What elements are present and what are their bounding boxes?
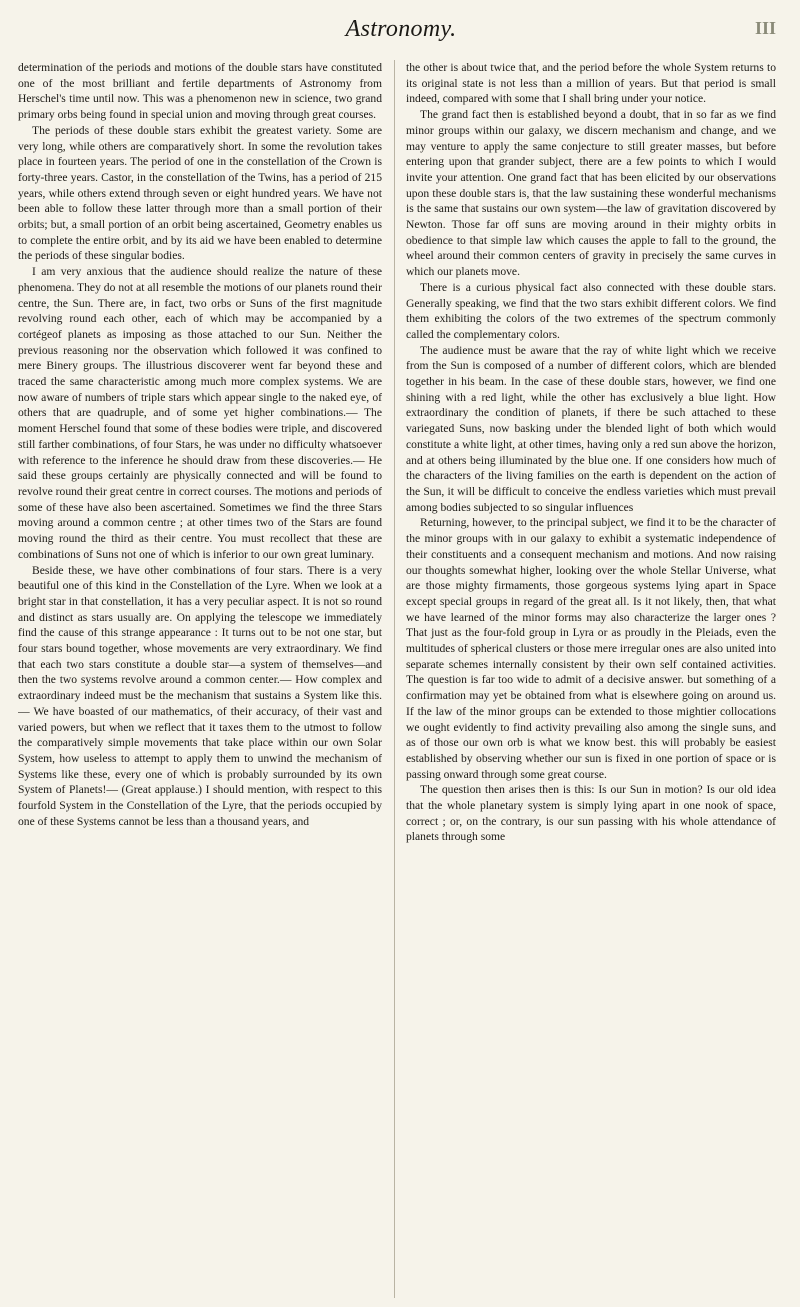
paragraph: I am very anxious that the audience should realize the nature of these phenomena. They do not at all resemble the motions of our planets round their centre, the Sun. There are, in fact, two orbs or Suns of the first magnitude revolving round each other, each of which may be accompanied by a cortégeof planets as imposing as those attached to our Sun. Neither the previous reasoning nor the observation which followed it was confined to mere Binery groups. The illustrious discoverer went far beyond these and traced the same characteristic among much more complex systems. We are now aware of numbers of triple stars which appear single to the naked eye, of others that are quadruple, and of some yet higher combinations.— The moment Herschel found that some of these bodies were triple, and discovered still farther combinations, of four Stars, he was under no difficulty whatsoever with reference to the inference he should draw from these discoveries.— He said these groups certainly are physically connected and will be found to revolve round their great centre in correct courses. The motions and periods of some of these have also been ascertained. Sometimes we find the three Stars moving around a common centre ; at other times two of the Stars are found moving round the third as their centre. You must recollect that these are combinations of Suns not one of which is inferior to our own great luminary. <box>18 265 382 561</box>
left-column <box>18 60 382 1298</box>
paragraph: There is a curious physical fact also connected with these double stars. Generally speaking, we find that the two stars exhibit different colors. We find them exhibiting the colors of the two extremes of the spectrum commonly called the complementary colors. <box>406 280 776 341</box>
paragraph: The grand fact then is established beyond a doubt, that in so far as we find minor groups within our galaxy, we discern mechanism and change, and we may venture to apply the same conjecture to still greater masses, but before entering upon that grander subject, there are a few points to which I would invite your attention. One grand fact that has been elicited by our observations upon these double stars is, that the law sustaining these wonderful mechanisms is the same that sustains our own system—the law of gravitation discovered by Newton. Those far off suns are moving around in their mighty orbits in obedience to that simple law which causes the apple to fall to the ground, the wheel around their common centers of gravity in precisely the same curves in which our planets move. <box>406 108 776 279</box>
running-head: Astronomy. <box>345 16 457 42</box>
paragraph: the other is about twice that, and the period before the whole System returns to its original state is not less than a million of years. But that period is small indeed, compared with some that I shall bring under your notice. <box>406 61 776 106</box>
paragraph: Returning, however, to the principal subject, we find it to be the character of the minor groups with in our galaxy to exhibit a systematic independence of their constituents and a consequent mechanism and motions. And now raising our thoughts somewhat higher, looking over the whole Stellar Universe, what are those mighty firmaments, those gorgeous systems lying apart in Space except special groups in regard of the great all. Is it not likely, then, that what we have learned of the minor forms may also characterize the larger ones ? That just as the four-fold group in Lyra or as proudly in the Pleiads, even the multitudes of spherical clusters or those mere irregular ones are also united into separate schemes internally consistent by their own self contained activities. The question is far too wide to admit of a decisive answer. but something of a confirmation may yet be obtained from what is elsewhere going on around us. If the law of the minor groups can be extended to those mightier collocations we ought evidently to find activity prevailing also among the single suns, and as of those our own orb is what we know best. this will probably be easiest established by observing whether our sun is fixed in one portion of space or is passing onward through some great course. <box>406 516 776 781</box>
text-columns <box>18 60 784 1298</box>
paragraph: Beside these, we have other combinations of four stars. There is a very beautiful one of this kind in the Constellation of the Lyre. When we look at a bright star in that constellation, it has a very peculiar aspect. It is not so round and distinct as stars usually are. On applying the telescope we immediately find the cause of this strange appearance : It turns out to be not one star, but four stars bound together, whose movements are very extraordinary. We find that each two stars constitute a double star—a system of themselves—and then the two systems revolve around a common center.— How complex and extraordinary indeed must be the mechanism that sustains a System like this.— We have boasted of our mathematics, of their accuracy, of their vast and varied powers, but when we reflect that it taxes them to the utmost to follow the comparatively simple movements that take place within our own Solar System, how useless to attempt to apply them to unwind the mechanism of Systems like these, every one of which is probably surrounded by its own System of Planets!— (Great applause.) I should mention, with respect to this fourfold System in the Constellation of the Lyre, that the periods occupied by one of these Systems cannot be less than a thousand years, and <box>18 563 382 828</box>
right-column <box>406 60 776 1298</box>
paragraph: The question then arises then is this: Is our Sun in motion? Is our old idea that the whole planetary system is simply lying apart in one nook of space, correct ; or, on the contrary, is our sun passing with his whole attendance of planets through some <box>406 783 776 844</box>
column-divider <box>394 60 395 1298</box>
page-number: III <box>754 18 776 38</box>
paragraph: The periods of these double stars exhibit the greatest variety. Some are very long, while others are comparatively short. In some the revolution takes place in fourteen years. The period of one in the constellation of the Crown is forty-three years. Castor, in the constellation of the Twins, has a period of 215 years, while others extend through seven or eight hundred years. We have not been able to follow these latter through more than a small portion of their orbits; but, a small portion of an orbit being ascertained, Geometry enables us to complete the entire orbit, and by its aid we have been enabled to determine the periods of these singular bodies. <box>18 123 382 263</box>
page-header <box>18 10 784 60</box>
paragraph: determination of the periods and motions of the double stars have constituted one of the most brilliant and fertile departments of Astronomy from Herschel's time until now. This was a phenomenon new in science, two grand primary orbs being found in special union and moving through great courses. <box>18 61 382 122</box>
paragraph: The audience must be aware that the ray of white light which we receive from the Sun is composed of a number of different colors, which are blended together in his beam. In the case of these double stars, however, we find one shining with a red light, while the other has exclusively a blue light. How extraordinary the condition of planets, if there be such attached to these variegated Suns, now basking under the blended light of both which would constitute a white light, at other times, having only a red sun above the horizon, and at others being illuminated by the blue one. If one considers how much of the characters of the living families on the earth is dependent on the action of the Sun, it will be difficult to conceive the endless varieties which must prevail among bodies subjected to so singular influences <box>406 343 776 514</box>
